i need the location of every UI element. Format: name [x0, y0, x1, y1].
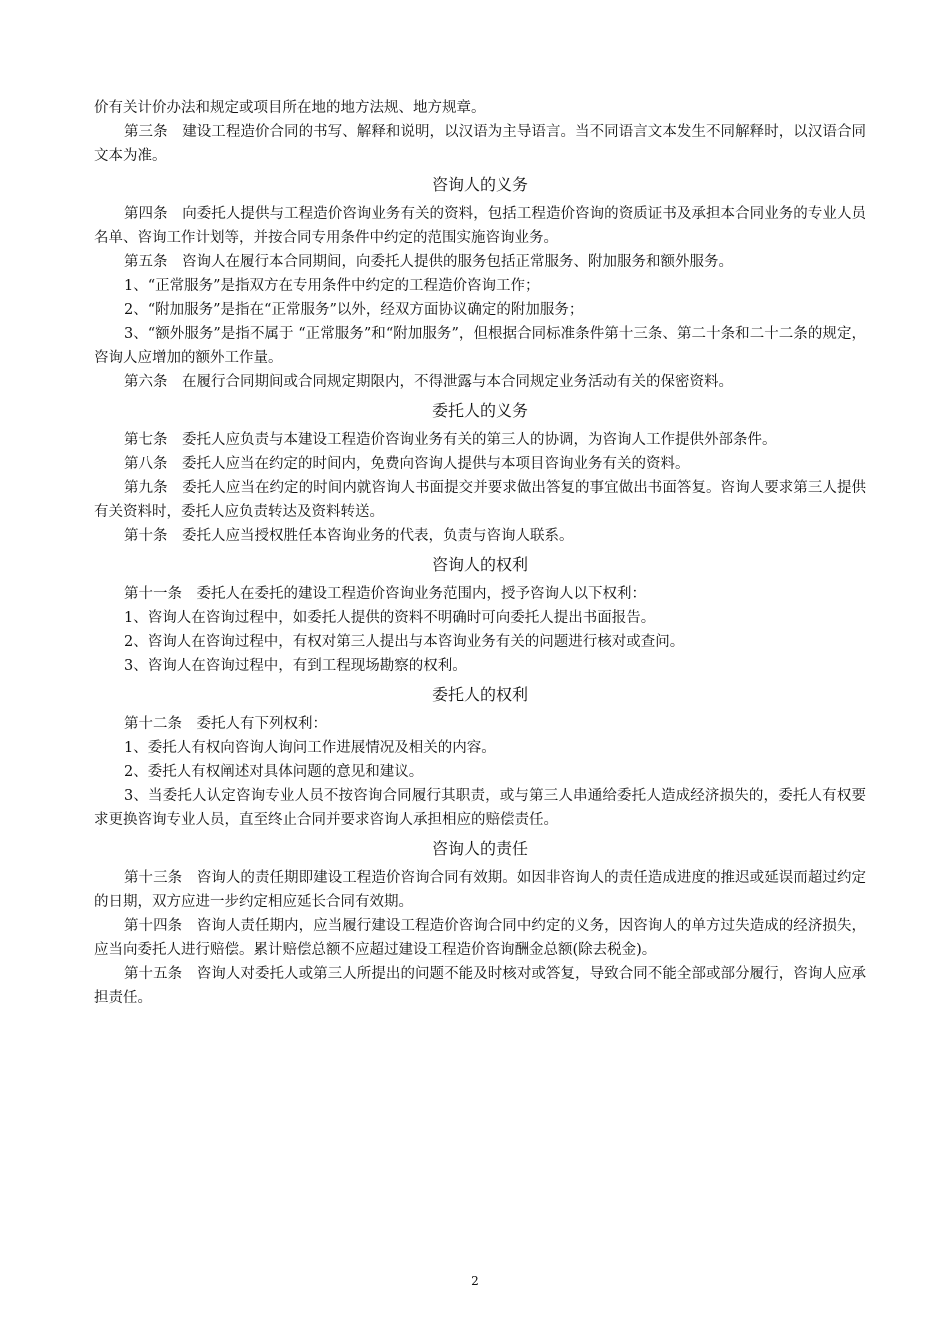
list-item: 3、当委托人认定咨询专业人员不按咨询合同履行其职责，或与第三人串通给委托人造成经济损失的，委托人有权要求更换咨询专业人员，直至终止合同并要求咨询人承担相应的赔偿责任。 [94, 788, 866, 828]
paragraph-article-9: 第九条 委托人应当在约定的时间内就咨询人书面提交并要求做出答复的事宜做出书面答复。咨询人要求第三人提供有关资料时，委托人应负责转达及资料转送。 [94, 480, 866, 520]
paragraph-article-13: 第十三条 咨询人的责任期即建设工程造价咨询合同有效期。如因非咨询人的责任造成进度的推迟或延误而超过约定的日期，双方应进一步约定相应延长合同有效期。 [94, 870, 866, 910]
paragraph: 价有关计价办法和规定或项目所在地的地方法规、地方规章。 [94, 100, 486, 116]
list-item: 2、咨询人在咨询过程中，有权对第三人提出与本咨询业务有关的问题进行核对或查问。 [124, 634, 685, 650]
list-item: 1、咨询人在咨询过程中，如委托人提供的资料不明确时可向委托人提出书面报告。 [124, 610, 656, 626]
document-body [94, 96, 866, 1010]
list-item: 2、委托人有权阐述对具体问题的意见和建议。 [124, 764, 424, 780]
paragraph-article-11: 第十一条 委托人在委托的建设工程造价咨询业务范围内，授予咨询人以下权利： [124, 586, 646, 602]
paragraph-article-7: 第七条 委托人应负责与本建设工程造价咨询业务有关的第三人的协调，为咨询人工作提供外部条件。 [124, 432, 777, 448]
section-heading-client-rights: 委托人的权利 [431, 685, 528, 704]
section-heading-consultant-obligations: 咨询人的义务 [431, 175, 528, 194]
list-item: 3、咨询人在咨询过程中，有到工程现场勘察的权利。 [124, 658, 467, 674]
paragraph-article-12: 第十二条 委托人有下列权利： [124, 716, 327, 732]
paragraph-article-15: 第十五条 咨询人对委托人或第三人所提出的问题不能及时核对或答复，导致合同不能全部或部分履行，咨询人应承担责任。 [94, 966, 866, 1006]
paragraph-article-5: 第五条 咨询人在履行本合同期间，向委托人提供的服务包括正常服务、附加服务和额外服务。 [124, 254, 733, 270]
section-heading-client-obligations: 委托人的义务 [431, 401, 528, 420]
paragraph-article-8: 第八条 委托人应当在约定的时间内，免费向咨询人提供与本项目咨询业务有关的资料。 [124, 456, 690, 472]
paragraph-article-10: 第十条 委托人应当授权胜任本咨询业务的代表，负责与咨询人联系。 [124, 528, 574, 544]
section-heading-consultant-liability: 咨询人的责任 [431, 839, 528, 858]
paragraph-article-3: 第三条 建设工程造价合同的书写、解释和说明，以汉语为主导语言。当不同语言文本发生不同解释时，以汉语合同文本为准。 [94, 124, 866, 164]
list-item: 2、“附加服务”是指在“正常服务”以外，经双方面协议确定的附加服务； [124, 302, 584, 318]
paragraph-article-4: 第四条 向委托人提供与工程造价咨询业务有关的资料，包括工程造价咨询的资质证书及承担本合同业务的专业人员名单、咨询工作计划等，并按合同专用条件中约定的范围实施咨询业务。 [94, 206, 866, 246]
list-item: 1、委托人有权向咨询人询问工作进展情况及相关的内容。 [124, 740, 496, 756]
paragraph-article-6: 第六条 在履行合同期间或合同规定期限内，不得泄露与本合同规定业务活动有关的保密资料。 [124, 374, 733, 390]
paragraph-article-14: 第十四条 咨询人责任期内，应当履行建设工程造价咨询合同中约定的义务，因咨询人的单方过失造成的经济损失，应当向委托人进行赔偿。累计赔偿总额不应超过建设工程造价咨询酬金总额(除去税金)。 [94, 918, 866, 958]
list-item: 1、“正常服务”是指双方在专用条件中约定的工程造价咨询工作； [124, 278, 540, 294]
list-item: 3、“额外服务”是指不属于 “正常服务”和“附加服务”，但根据合同标准条件第十三条、第二十条和二十二条的规定，咨询人应增加的额外工作量。 [94, 326, 866, 366]
section-heading-consultant-rights: 咨询人的权利 [431, 555, 528, 574]
page-number: 2 [471, 1274, 479, 1288]
